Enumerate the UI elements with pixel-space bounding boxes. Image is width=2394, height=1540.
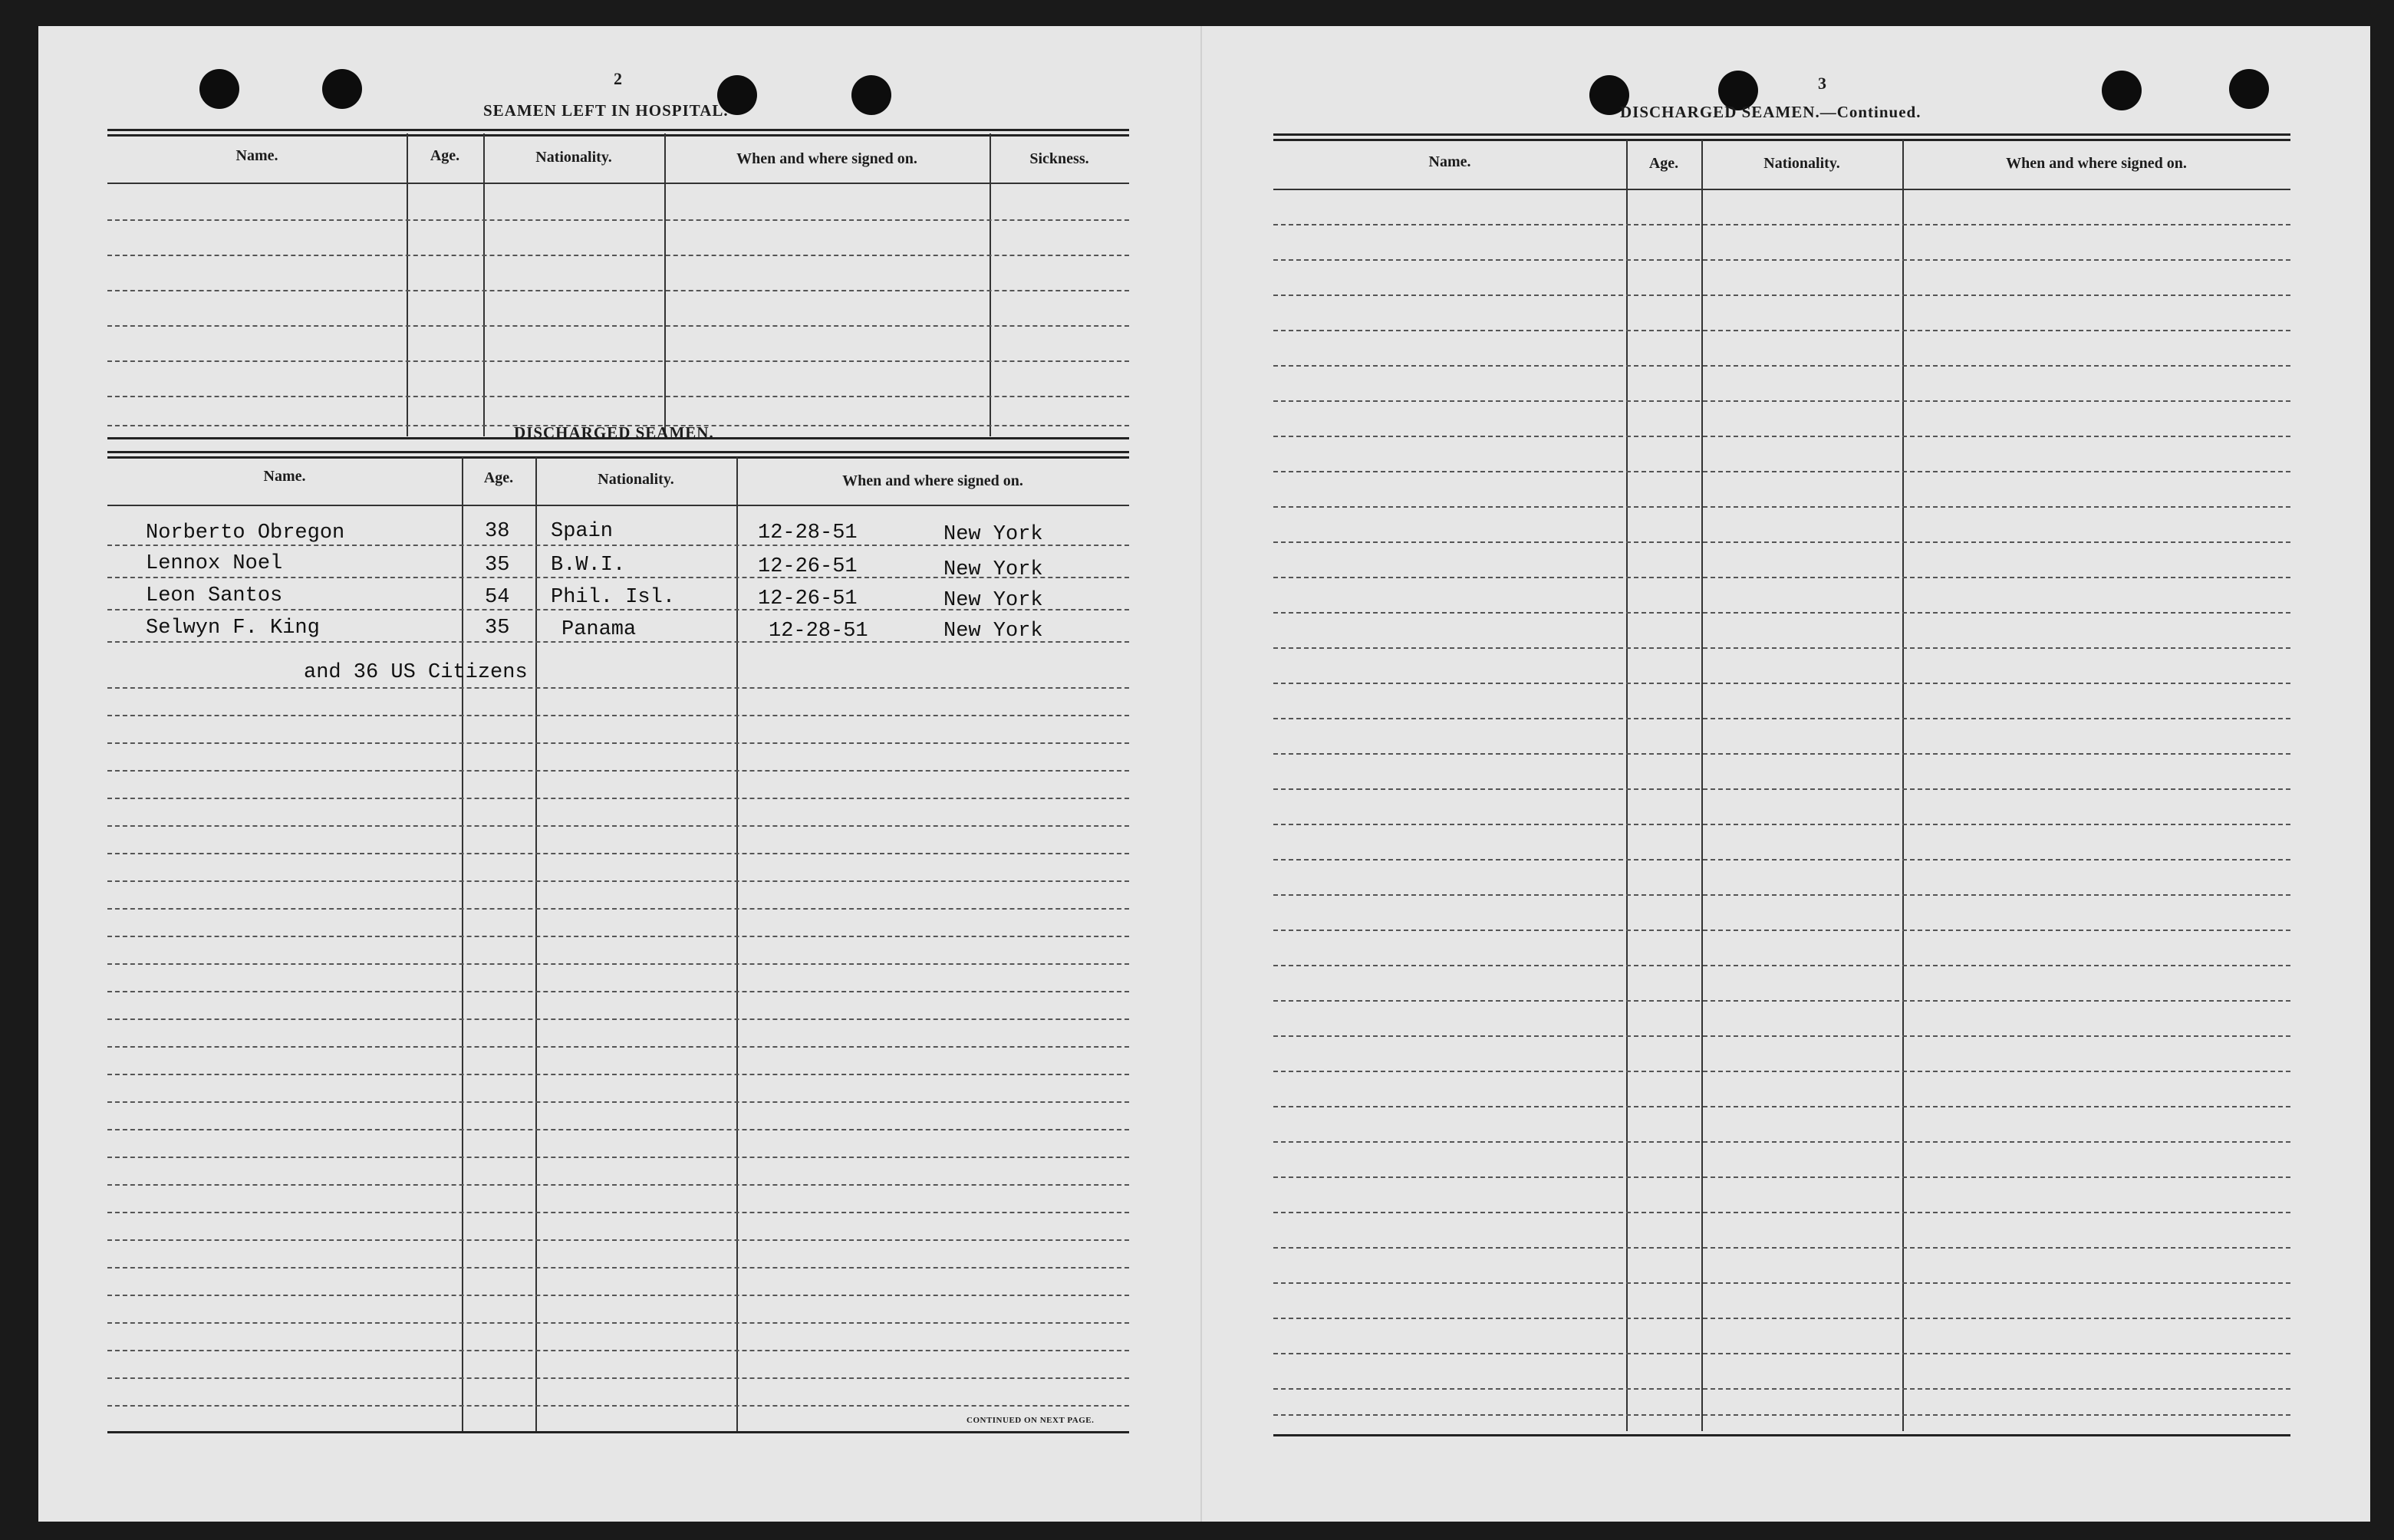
- right-row-line: [1273, 1035, 2290, 1037]
- discharged-row-line: [107, 770, 1129, 772]
- seaman-signed-place: New York: [943, 620, 1043, 643]
- discharged-col-divider: [535, 457, 537, 1431]
- discharged-row-line: [107, 577, 1129, 578]
- seaman-signed-date: 12-26-51: [758, 555, 858, 578]
- discharged-continued-title: DISCHARGED SEAMEN.—Continued.: [1620, 103, 1921, 121]
- right-row-line: [1273, 894, 2290, 896]
- discharged-row-line: [107, 1350, 1129, 1351]
- right-row-line: [1273, 1282, 2290, 1284]
- discharged-header-name: Name.: [263, 468, 306, 485]
- right-row-line: [1273, 259, 2290, 261]
- discharged-row-line: [107, 1212, 1129, 1213]
- right-row-line: [1273, 683, 2290, 684]
- discharged-row-line: [107, 1267, 1129, 1269]
- discharged-header-when-where: When and where signed on.: [842, 472, 1023, 489]
- hospital-header-sickness: Sickness.: [1029, 150, 1089, 167]
- right-row-line: [1273, 295, 2290, 296]
- discharged-row-line: [107, 545, 1129, 546]
- seaman-age: 38: [485, 520, 510, 543]
- hospital-col-divider: [407, 133, 408, 436]
- right-row-line: [1273, 612, 2290, 614]
- continued-note: CONTINUED ON NEXT PAGE.: [966, 1416, 1095, 1425]
- discharged-col-divider: [736, 457, 738, 1431]
- right-row-line: [1273, 577, 2290, 578]
- right-row-line: [1273, 1106, 2290, 1107]
- seaman-nationality: Spain: [551, 520, 614, 543]
- right-row-line: [1273, 930, 2290, 931]
- center-fold: [1200, 26, 1202, 1522]
- right-row-line: [1273, 1247, 2290, 1249]
- discharged-row-line: [107, 1405, 1129, 1407]
- right-row-line: [1273, 1318, 2290, 1319]
- hospital-header-nationality: Nationality.: [535, 149, 612, 166]
- discharged-row-line: [107, 715, 1129, 716]
- left-page: [107, 26, 1181, 1522]
- right-header-when-where: When and where signed on.: [2006, 155, 2187, 172]
- seaman-signed-place: New York: [943, 589, 1043, 612]
- right-row-line: [1273, 506, 2290, 508]
- discharged-row-line: [107, 991, 1129, 992]
- discharged-row-line: [107, 1184, 1129, 1186]
- discharged-header-age: Age.: [483, 469, 514, 486]
- seaman-signed-date: 12-26-51: [758, 587, 858, 610]
- right-row-line: [1273, 471, 2290, 472]
- hospital-header-when-where: When and where signed on.: [736, 150, 917, 167]
- right-row-line: [1273, 1388, 2290, 1390]
- manifest-sheet: [38, 26, 2370, 1522]
- hospital-header-name: Name.: [235, 147, 278, 164]
- right-row-line: [1273, 1212, 2290, 1213]
- right-row-line: [1273, 330, 2290, 331]
- right-row-line: [1273, 718, 2290, 719]
- right-row-line: [1273, 859, 2290, 860]
- discharged-row-line: [107, 1018, 1129, 1020]
- hospital-row-line: [107, 325, 1129, 327]
- seaman-age: 35: [485, 554, 510, 577]
- discharged-col-divider: [462, 457, 463, 1431]
- right-top-rule: [1273, 133, 2290, 141]
- discharged-row-line: [107, 1322, 1129, 1324]
- hospital-row-line: [107, 360, 1129, 362]
- seaman-nationality: Panama: [561, 618, 637, 641]
- seaman-nationality: B.W.I.: [551, 554, 626, 577]
- right-bottom-rule: [1273, 1434, 2290, 1436]
- right-row-line: [1273, 541, 2290, 543]
- discharged-row-line: [107, 1046, 1129, 1048]
- discharged-section-title: DISCHARGED SEAMEN.: [514, 423, 714, 442]
- discharged-top-rule: [107, 451, 1129, 459]
- discharged-header-rule: [107, 505, 1129, 506]
- right-row-line: [1273, 436, 2290, 437]
- discharged-row-line: [107, 798, 1129, 799]
- right-row-line: [1273, 1353, 2290, 1354]
- seaman-signed-place: New York: [943, 558, 1043, 581]
- citizens-note: and 36 US Citizens: [304, 661, 528, 684]
- seaman-signed-date: 12-28-51: [758, 522, 858, 545]
- discharged-row-line: [107, 1239, 1129, 1241]
- hospital-col-divider: [483, 133, 485, 436]
- seaman-signed-place: New York: [943, 523, 1043, 546]
- right-col-divider: [1626, 140, 1628, 1431]
- discharged-row-line: [107, 1074, 1129, 1075]
- seaman-name: Lennox Noel: [146, 552, 283, 575]
- right-header-rule: [1273, 189, 2290, 190]
- discharged-row-line: [107, 1101, 1129, 1103]
- seaman-age: 35: [485, 617, 510, 640]
- right-row-line: [1273, 400, 2290, 402]
- hospital-row-line: [107, 255, 1129, 256]
- hospital-col-divider: [664, 133, 666, 436]
- discharged-row-line: [107, 1377, 1129, 1379]
- discharged-row-line: [107, 880, 1129, 882]
- right-row-line: [1273, 1414, 2290, 1416]
- right-row-line: [1273, 365, 2290, 367]
- hospital-header-rule: [107, 183, 1129, 184]
- discharged-row-line: [107, 1157, 1129, 1158]
- right-row-line: [1273, 753, 2290, 755]
- seaman-name: Selwyn F. King: [146, 617, 320, 640]
- right-row-line: [1273, 965, 2290, 966]
- discharged-row-line: [107, 853, 1129, 854]
- discharged-row-line: [107, 963, 1129, 965]
- discharged-row-line: [107, 641, 1129, 643]
- discharged-row-line: [107, 936, 1129, 937]
- page-number: 3: [1818, 74, 1826, 93]
- right-row-line: [1273, 788, 2290, 790]
- seaman-nationality: Phil. Isl.: [551, 586, 676, 609]
- seaman-name: Leon Santos: [146, 584, 283, 607]
- hospital-row-line: [107, 219, 1129, 221]
- seaman-signed-date: 12-28-51: [769, 620, 868, 643]
- right-header-nationality: Nationality.: [1763, 155, 1840, 172]
- right-header-age: Age.: [1648, 155, 1679, 172]
- discharged-bottom-rule: [107, 1431, 1129, 1433]
- discharged-row-line: [107, 1295, 1129, 1296]
- right-col-divider: [1701, 140, 1703, 1431]
- hospital-top-rule: [107, 129, 1129, 137]
- right-row-line: [1273, 1176, 2290, 1178]
- page-number: 2: [614, 69, 622, 88]
- discharged-row-line: [107, 687, 1129, 689]
- seaman-name: Norberto Obregon: [146, 522, 345, 545]
- hospital-row-line: [107, 290, 1129, 291]
- right-row-line: [1273, 824, 2290, 825]
- right-row-line: [1273, 647, 2290, 649]
- right-row-line: [1273, 1141, 2290, 1143]
- hospital-row-line: [107, 396, 1129, 397]
- hospital-header-age: Age.: [430, 147, 460, 164]
- discharged-row-line: [107, 609, 1129, 610]
- right-row-line: [1273, 224, 2290, 225]
- discharged-row-line: [107, 908, 1129, 910]
- hospital-col-divider: [990, 133, 991, 436]
- seaman-age: 54: [485, 586, 510, 609]
- right-row-line: [1273, 1000, 2290, 1002]
- hospital-section-title: SEAMEN LEFT IN HOSPITAL.: [483, 101, 729, 120]
- right-header-name: Name.: [1428, 153, 1471, 170]
- discharged-row-line: [107, 742, 1129, 744]
- right-row-line: [1273, 1071, 2290, 1072]
- right-col-divider: [1902, 140, 1904, 1431]
- discharged-row-line: [107, 1129, 1129, 1130]
- discharged-header-nationality: Nationality.: [598, 471, 674, 488]
- right-page: [1273, 26, 2347, 1522]
- discharged-row-line: [107, 825, 1129, 827]
